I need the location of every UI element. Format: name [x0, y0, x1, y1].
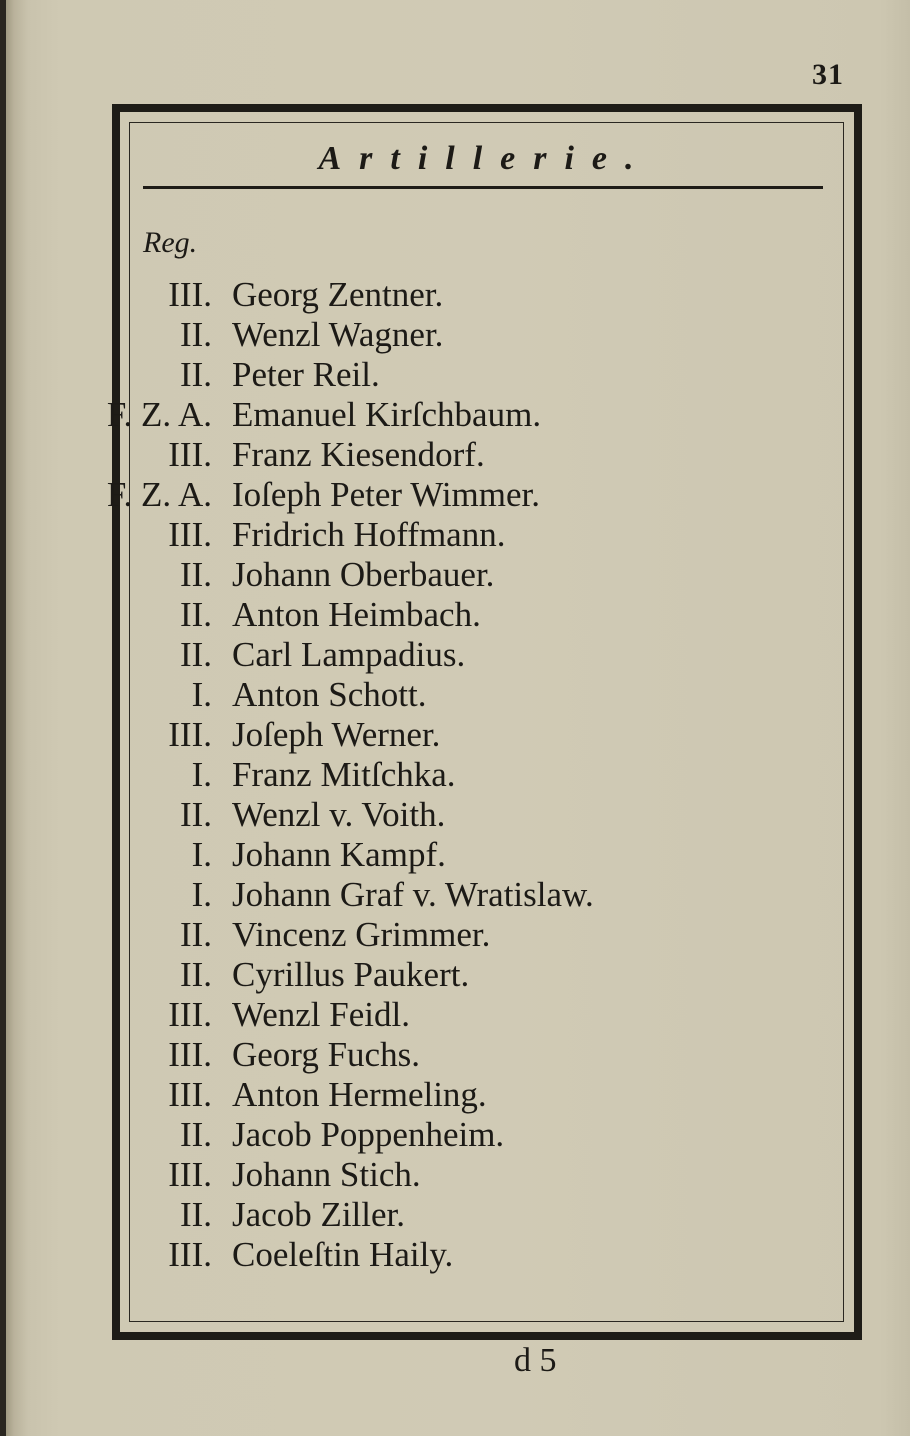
list-item: [0, 395, 910, 435]
title-rule: [143, 186, 823, 189]
officer-name: Anton Heimbach.: [232, 595, 481, 634]
regiment-rank: III.: [168, 715, 212, 754]
officer-name: Anton Hermeling.: [232, 1075, 487, 1114]
list-item: [0, 355, 910, 395]
officer-name: Carl Lampadius.: [232, 635, 466, 674]
list-item: [0, 915, 910, 955]
regiment-rank: II.: [179, 915, 212, 954]
regiment-rank: II.: [179, 1195, 212, 1234]
officer-name: Fridrich Hoffmann.: [232, 515, 506, 554]
officer-name: Johann Kampf.: [232, 835, 446, 874]
list-item: [0, 955, 910, 995]
officer-name: Wenzl Feidl.: [232, 995, 410, 1034]
officer-list: [0, 275, 910, 1275]
list-item: [0, 1195, 910, 1235]
list-item: [0, 795, 910, 835]
regiment-rank: I.: [191, 675, 212, 714]
officer-name: Jacob Poppenheim.: [232, 1115, 505, 1154]
regiment-rank: II.: [179, 595, 212, 634]
regiment-rank: III.: [168, 1035, 212, 1074]
list-item: [0, 1155, 910, 1195]
regiment-rank: I.: [191, 875, 212, 914]
regiment-column-label: Reg.: [143, 226, 198, 259]
list-item: [0, 835, 910, 875]
regiment-rank: I.: [191, 755, 212, 794]
regiment-rank: II.: [179, 635, 212, 674]
officer-name: Wenzl v. Voith.: [232, 795, 446, 834]
officer-name: Ioſeph Peter Wimmer.: [232, 475, 541, 514]
officer-name: Cyrillus Paukert.: [232, 955, 470, 994]
list-item: [0, 555, 910, 595]
regiment-rank: II.: [179, 555, 212, 594]
signature-mark: d 5: [514, 1342, 557, 1379]
list-item: [0, 315, 910, 355]
list-item: [0, 435, 910, 475]
regiment-rank: II.: [179, 795, 212, 834]
list-item: [0, 275, 910, 315]
regiment-rank: II.: [179, 315, 212, 354]
officer-name: Georg Fuchs.: [232, 1035, 420, 1074]
regiment-rank: III.: [168, 275, 212, 314]
section-title: Artillerie.: [318, 140, 652, 177]
officer-name: Johann Stich.: [232, 1155, 421, 1194]
officer-name: Wenzl Wagner.: [232, 315, 444, 354]
list-item: [0, 1035, 910, 1075]
regiment-rank: F. Z. A.: [106, 395, 212, 434]
regiment-rank: II.: [179, 1115, 212, 1154]
regiment-rank: III.: [168, 1155, 212, 1194]
regiment-rank: III.: [168, 1235, 212, 1274]
regiment-rank: III.: [168, 435, 212, 474]
officer-name: Johann Graf v. Wratislaw.: [232, 875, 594, 914]
list-item: [0, 475, 910, 515]
officer-name: Johann Oberbauer.: [232, 555, 495, 594]
regiment-rank: III.: [168, 1075, 212, 1114]
list-item: [0, 715, 910, 755]
list-item: [0, 675, 910, 715]
officer-name: Joſeph Werner.: [232, 715, 441, 754]
regiment-rank: F. Z. A.: [106, 475, 212, 514]
regiment-rank: I.: [191, 835, 212, 874]
officer-name: Coeleſtin Haily.: [232, 1235, 454, 1274]
list-item: [0, 595, 910, 635]
officer-name: Georg Zentner.: [232, 275, 444, 314]
officer-name: Peter Reil.: [232, 355, 380, 394]
regiment-rank: II.: [179, 955, 212, 994]
page-number: 31: [812, 58, 844, 91]
officer-name: Anton Schott.: [232, 675, 427, 714]
officer-name: Vincenz Grimmer.: [232, 915, 491, 954]
officer-name: Franz Kiesendorf.: [232, 435, 485, 474]
list-item: [0, 1115, 910, 1155]
list-item: [0, 515, 910, 555]
list-item: [0, 875, 910, 915]
list-item: [0, 635, 910, 675]
list-item: [0, 1075, 910, 1115]
regiment-rank: II.: [179, 355, 212, 394]
list-item: [0, 995, 910, 1035]
list-item: [0, 755, 910, 795]
officer-name: Jacob Ziller.: [232, 1195, 406, 1234]
officer-name: Emanuel Kirſchbaum.: [232, 395, 542, 434]
list-item: [0, 1235, 910, 1275]
regiment-rank: III.: [168, 515, 212, 554]
officer-name: Franz Mitſchka.: [232, 755, 456, 794]
regiment-rank: III.: [168, 995, 212, 1034]
